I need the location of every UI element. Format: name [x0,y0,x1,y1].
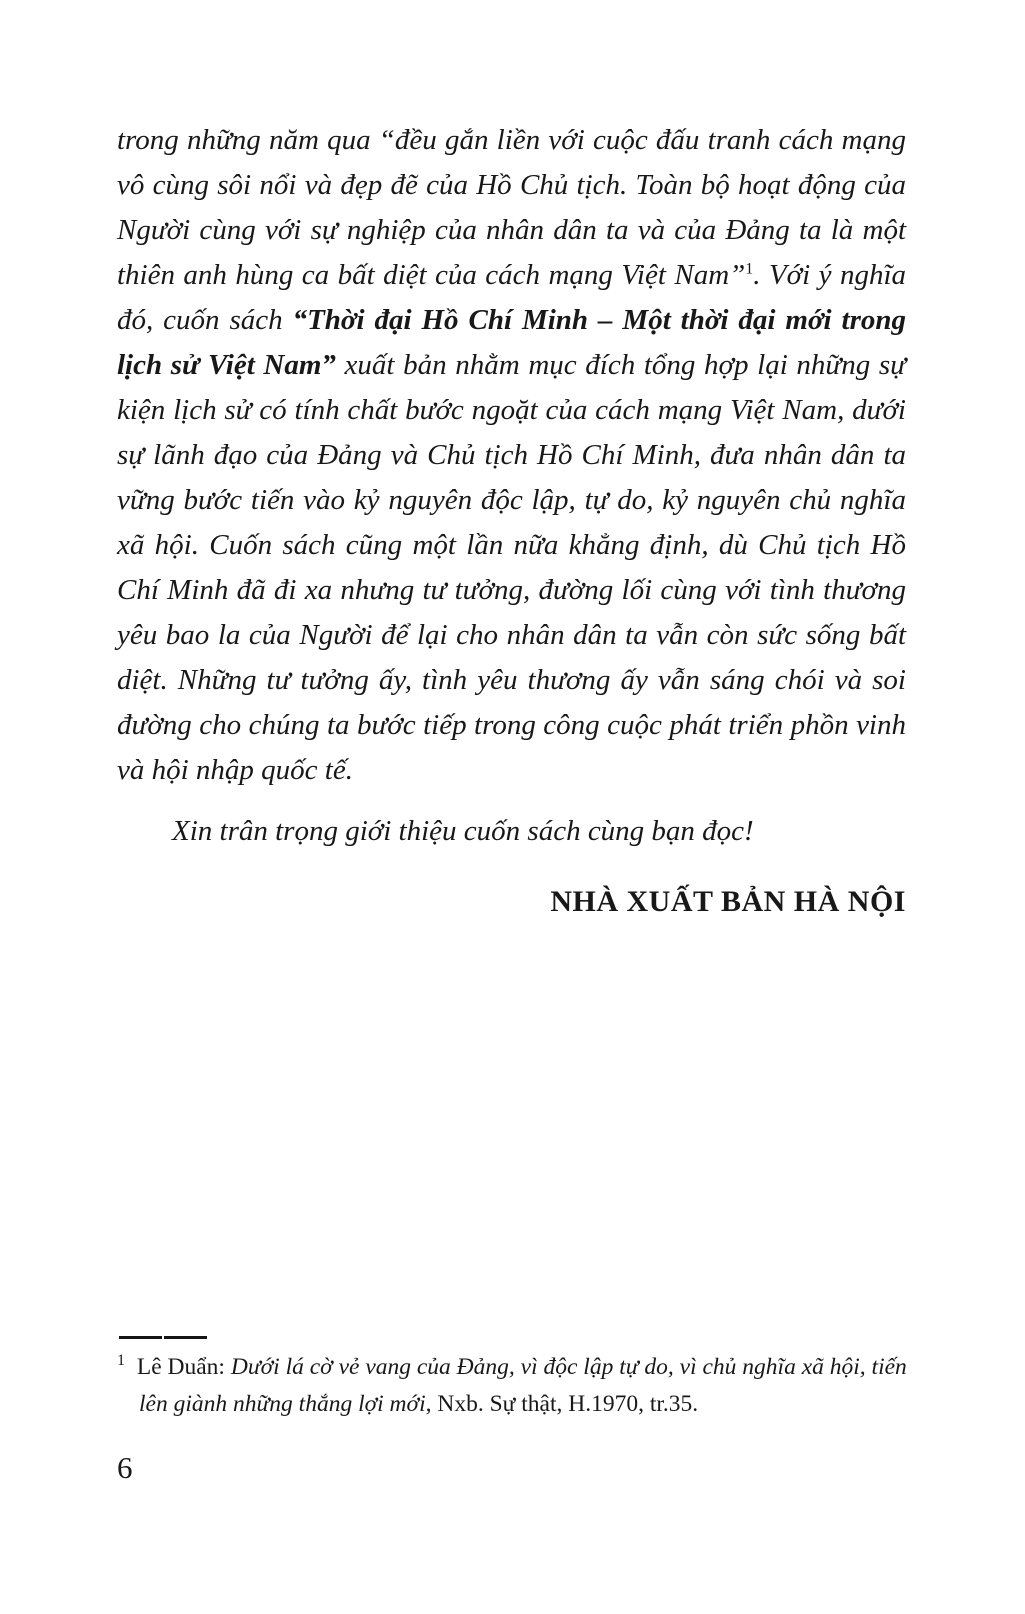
footnote-separator-dash [119,1336,162,1339]
footnote-text [117,1349,917,1423]
publisher-signature: NHÀ XUẤT BẢN HÀ NỘI [550,885,906,918]
intro-paragraph [117,118,906,793]
text-run: 1 [117,1352,125,1370]
text-run: , Nxb. Sự thật, H.1970, tr.35. [425,1391,699,1417]
footnote-area [117,1330,917,1423]
text-run: Dưới lá cờ vẻ vang của Đảng, vì độc lập tự do, vì chủ nghĩa xã hội, tiến lên giành những thắng lợi mới [139,1354,907,1417]
footnote-separator [119,1336,917,1339]
text-run: Lê Duẩn: [131,1354,231,1380]
closing-line: Xin trân trọng giới thiệu cuốn sách cùng bạn đọc! [172,815,754,847]
footnote-separator-dash [164,1336,207,1339]
page-number: 6 [117,1450,133,1485]
text-run: trong những năm qua “đều gắn liền với cuộc đấu tranh cách mạng vô cùng sôi nổi và đẹp đẽ của Hồ Chủ tịch. Toàn bộ hoạt động của Người cùng với sự nghiệp của nhân dân ta và của Đảng ta là một thiên anh hùng ca bất diệt của cách mạng Việt Nam” [117,124,906,291]
text-run: 1 [745,260,754,278]
page-body [117,118,906,922]
text-run: . Với ý nghĩa đó, cuốn sách [117,259,906,336]
text-run: xuất bản nhằm mục đích tổng hợp lại những sự kiện lịch sử có tính chất bước ngoặt của cách mạng Việt Nam, dưới sự lãnh đạo của Đảng và Chủ tịch Hồ Chí Minh, đưa nhân dân ta vững bước tiến vào kỷ nguyên độc lập, tự do, kỷ nguyên chủ nghĩa xã hội. Cuốn sách cũng một lần nữa khẳng định, dù Chủ tịch Hồ Chí Minh đã đi xa nhưng tư tưởng, đường lối cùng với tình thương yêu bao la của Người để lại cho nhân dân ta vẫn còn sức sống bất diệt. Những tư tưởng ấy, tình yêu thương ấy vẫn sáng chói và soi đường cho chúng ta bước tiếp trong công cuộc phát triển phồn vinh và hội nhập quốc tế. [117,349,906,786]
text-run: “Thời đại Hồ Chí Minh – Một thời đại mới trong lịch sử Việt Nam” [117,304,907,381]
